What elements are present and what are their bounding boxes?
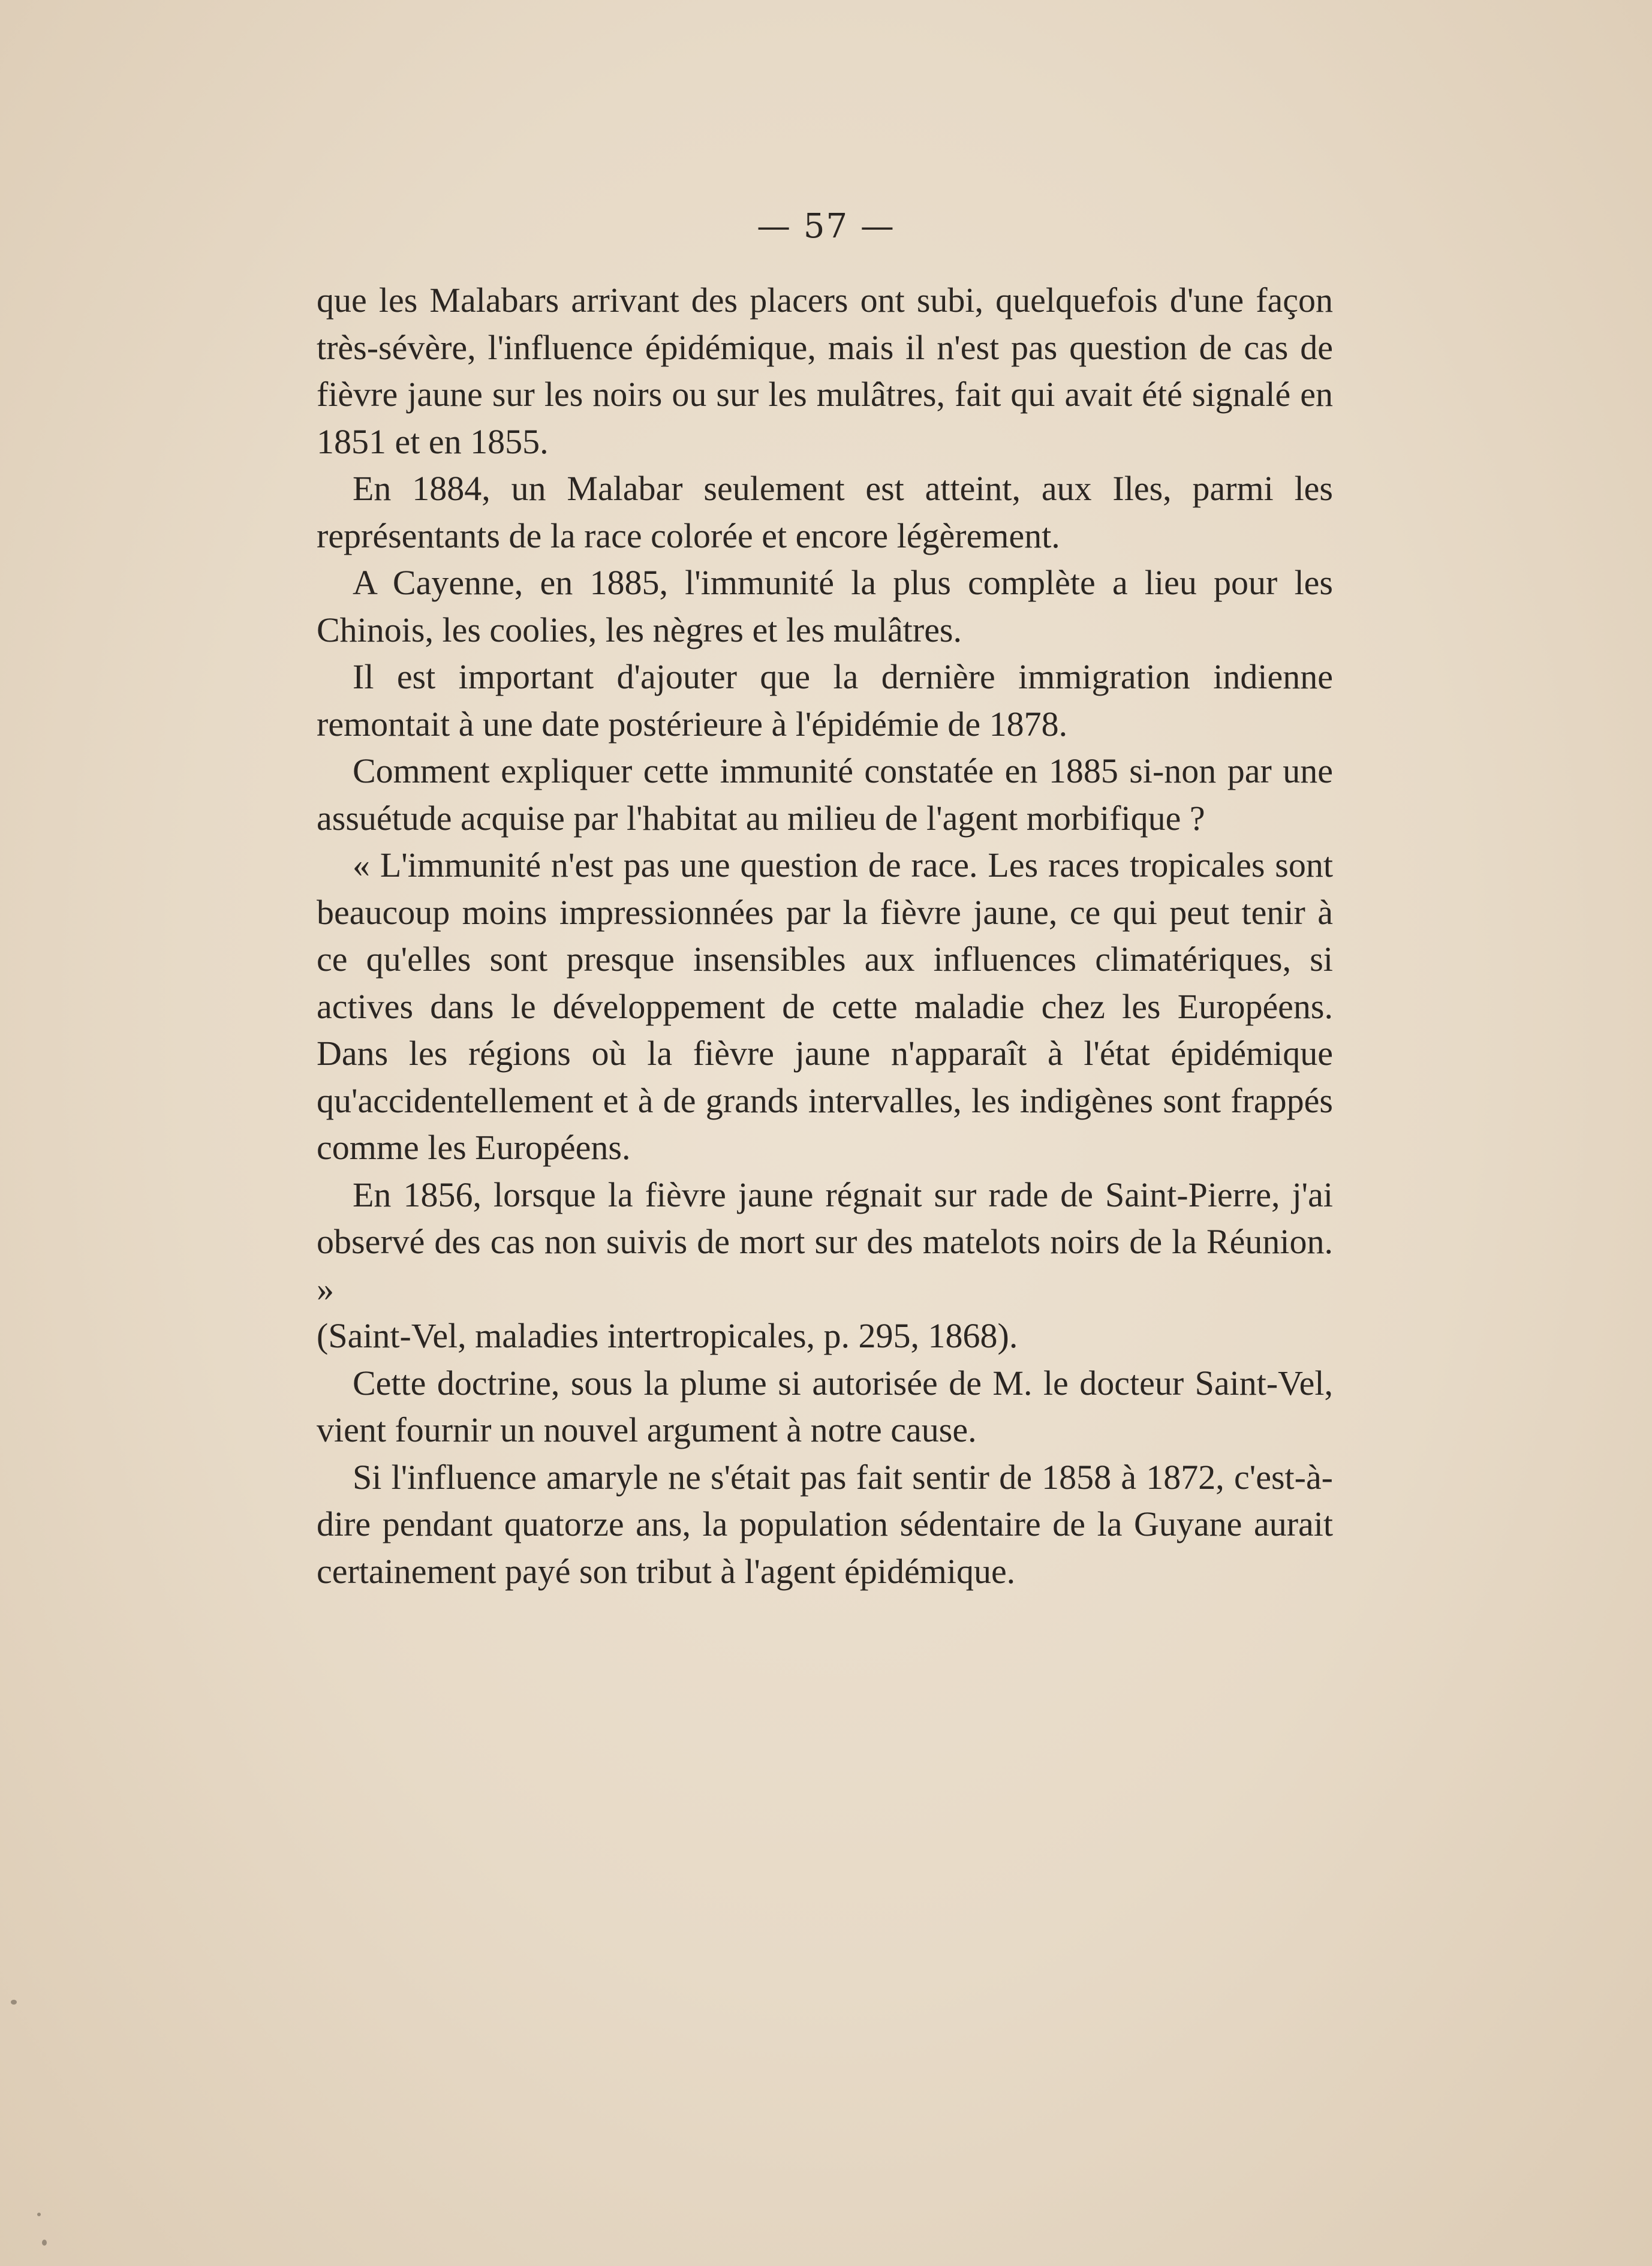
paragraph: En 1884, un Malabar seulement est atteint, aux Iles, parmi les représentants de la race colorée et encore légèrement.	[317, 469, 1333, 555]
paper-speck	[42, 2240, 47, 2246]
paper-speck	[37, 2213, 41, 2216]
paragraph: Si l'influence amaryle ne s'était pas fait sentir de 1858 à 1872, c'est-à-dire pendant quatorze ans, la population sédentaire de la Guyane aurait certainement payé son tribut à l'agent épidémique.	[317, 1457, 1333, 1591]
paragraph: que les Malabars arrivant des placers ont subi, quelquefois d'une façon très-sévère, l'influence épidémique, mais il n'est pas question de cas de fièvre jaune sur les noirs ou sur les mulâtres, fait qui avait été signalé en 1851 et en 1855.	[317, 281, 1333, 461]
paragraph: « L'immunité n'est pas une question de race. Les races tropicales sont beaucoup moins impressionnées par la fièvre jaune, ce qui peut tenir à ce qu'elles sont presque insensibles aux influences climatériques, si actives dans le développement de cette maladie chez les Européens. Dans les régions où la fièvre jaune n'apparaît à l'état épidémique qu'accidentellement et à de grands intervalles, les indigènes sont frappés comme les Européens.	[317, 845, 1333, 1167]
body-text	[317, 277, 1333, 1595]
paragraph: Il est important d'ajouter que la dernière immigration indienne remontait à une date postérieure à l'épidémie de 1878.	[317, 657, 1333, 744]
paragraph: Cette doctrine, sous la plume si autorisée de M. le docteur Saint-Vel, vient fournir un nouvel argument à notre cause.	[317, 1363, 1333, 1449]
paragraph: Comment expliquer cette immunité constatée en 1885 si-non par une assuétude acquise par l'habitat au milieu de l'agent morbifique ?	[317, 751, 1333, 838]
paragraph: En 1856, lorsque la fièvre jaune régnait sur rade de Saint-Pierre, j'ai observé des cas non suivis de mort sur des matelots noirs de la Réunion. »	[317, 1175, 1333, 1308]
paper-speck	[11, 2000, 17, 2005]
page-number: — 57 —	[757, 207, 895, 246]
paragraph: (Saint-Vel, maladies intertropicales, p. 295, 1868).	[317, 1316, 1018, 1355]
paragraph: A Cayenne, en 1885, l'immunité la plus complète a lieu pour les Chinois, les coolies, les nègres et les mulâtres.	[317, 563, 1333, 649]
